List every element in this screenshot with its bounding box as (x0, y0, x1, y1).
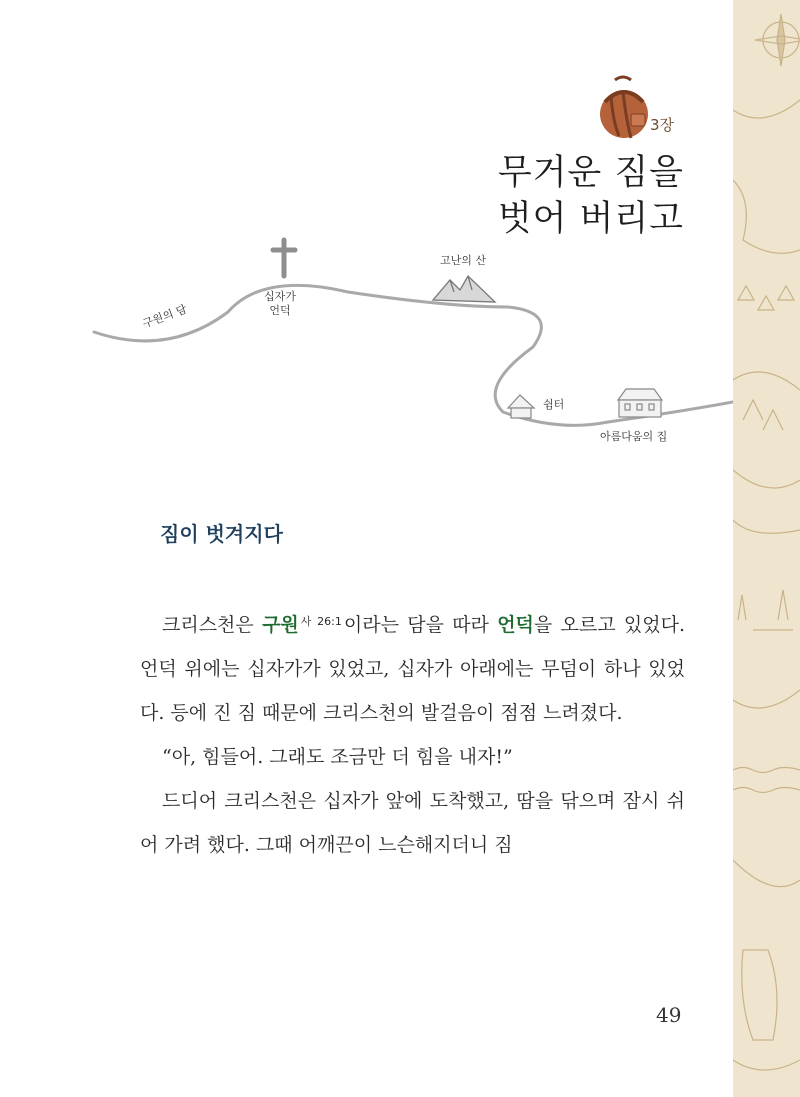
paragraph-1 (140, 600, 685, 735)
p1-text-1: 크리스천은 (162, 614, 263, 636)
journey-path-illustration (88, 232, 733, 462)
map-label-shelter: 쉼터 (543, 398, 565, 411)
paragraph-3: 드디어 크리스천은 십자가 앞에 도착했고, 땀을 닦으며 잠시 쉬어 가려 했다. 그때 어깨끈이 느슨해지더니 짐 (140, 790, 685, 856)
map-label-wall: 구원의 담 (140, 302, 189, 331)
parchment-map-illustration (733, 0, 800, 1097)
paragraph-2: “아, 힘들어. 그래도 조금만 더 힘을 내자!” (162, 746, 513, 768)
map-label-house: 아름다움의 집 (600, 430, 668, 443)
shelter-icon (508, 395, 534, 418)
scripture-reference: 사 26:1 (300, 615, 342, 628)
p1-text-2: 이라는 담을 따라 (343, 614, 498, 636)
p1-text-3: 을 오르고 있었다. 언덕 위에는 십자가가 있었고, 십자가 아래에는 무덤이 하나 있었다. 등에 진 짐 때문에 크리스천의 발걸음이 점점 느려졌다. (140, 614, 685, 724)
chapter-title-line-2: 벗어 버리고 (497, 199, 684, 239)
keyword-salvation: 구원 (262, 614, 299, 636)
journey-map (88, 232, 733, 462)
decorative-map-margin (733, 0, 800, 1097)
page-number: 49 (656, 1003, 682, 1027)
house-icon (618, 389, 662, 417)
mountain-icon (433, 276, 495, 302)
backpack-icon (593, 74, 655, 142)
cross-icon (273, 240, 295, 276)
chapter-title (498, 150, 684, 242)
keyword-hill: 언덕 (497, 614, 534, 636)
body-text (140, 600, 685, 867)
map-label-hill: 십자가 언덕 (264, 290, 296, 317)
section-heading: 짐이 벗겨지다 (160, 522, 283, 546)
chapter-number: 3장 (650, 116, 675, 134)
map-label-mountain: 고난의 산 (440, 254, 487, 267)
chapter-title-line-1: 무거운 짐을 (497, 153, 684, 193)
